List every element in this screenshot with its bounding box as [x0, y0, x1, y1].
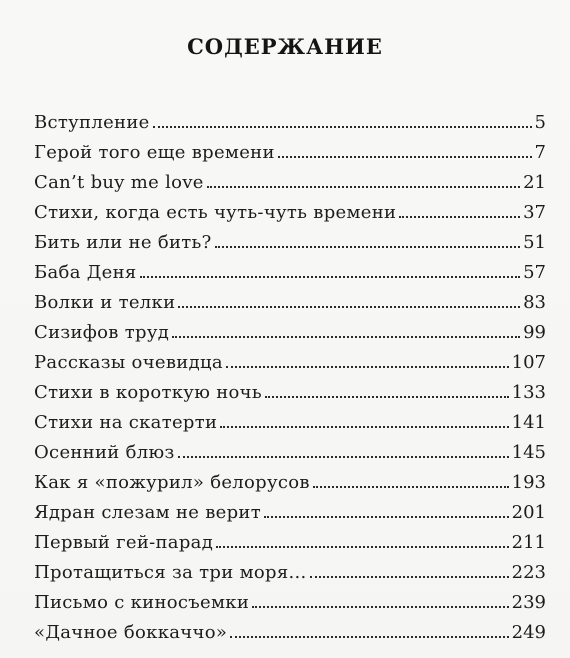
toc-entry [34, 618, 546, 648]
toc-entry-page: 239 [511, 592, 546, 613]
dot-leader [399, 215, 520, 218]
toc-entry-title: Письмо с киносъемки [34, 592, 250, 613]
toc-entry-title: Стихи на скатерти [34, 412, 218, 433]
dot-leader [153, 125, 532, 128]
toc-entry-page: 37 [523, 202, 546, 223]
toc-entry-page: 7 [534, 142, 546, 163]
toc-entry-title: Протащиться за три моря... [34, 562, 307, 583]
dot-leader [278, 155, 532, 158]
toc-entry-title: «Дачное боккаччо» [34, 622, 228, 643]
toc-entry-title: Волки и телки [34, 292, 176, 313]
toc-entry-title: Первый гей-парад [34, 532, 214, 553]
toc-entry-title: Осенний блюз [34, 442, 175, 463]
toc-entry [34, 438, 546, 468]
dot-leader [215, 245, 521, 248]
toc-entry-title: Стихи в короткую ночь [34, 382, 262, 403]
toc-entry-title: Как я «пожурил» белорусов [34, 472, 310, 493]
toc-entry-page: 249 [511, 622, 546, 643]
toc-entry-title: Герой того еще времени [34, 142, 275, 163]
toc-entry-page: 5 [534, 112, 546, 133]
toc-entry-title: Can’t buy me love [34, 172, 204, 193]
toc-entry-page: 201 [511, 502, 546, 523]
toc-entry [34, 378, 546, 408]
dot-leader [310, 575, 509, 578]
toc-entry [34, 288, 546, 318]
toc-entry [34, 198, 546, 228]
dot-leader [178, 455, 509, 458]
dot-leader [264, 515, 509, 518]
toc-entry-page: 99 [523, 322, 546, 343]
dot-leader [178, 305, 520, 308]
toc-entry-page: 211 [511, 532, 546, 553]
toc-entry [34, 588, 546, 618]
toc-entry-page: 83 [523, 292, 546, 313]
toc-entry-page: 133 [511, 382, 546, 403]
toc-entry-title: Ядран слезам не верит [34, 502, 261, 523]
toc-entry-title: Сизифов труд [34, 322, 170, 343]
toc-entry-page: 57 [523, 262, 546, 283]
toc-entry-page: 141 [511, 412, 546, 433]
dot-leader [313, 485, 509, 488]
toc-entry [34, 138, 546, 168]
toc-entry-page: 107 [511, 352, 546, 373]
toc-entry-title: Вступление [34, 112, 150, 133]
dot-leader [226, 365, 509, 368]
toc-entry [34, 468, 546, 498]
toc-entry-title: Баба Деня [34, 262, 137, 283]
toc-entry-page: 51 [523, 232, 546, 253]
toc-entry [34, 168, 546, 198]
dot-leader [265, 395, 509, 398]
toc-entry [34, 108, 546, 138]
toc-entry-page: 145 [511, 442, 546, 463]
toc-entry [34, 498, 546, 528]
dot-leader [220, 425, 508, 428]
page-title: СОДЕРЖАНИЕ [187, 34, 383, 59]
dot-leader [140, 275, 521, 278]
toc-entry-page: 223 [511, 562, 546, 583]
toc-entry [34, 558, 546, 588]
toc-entry-page: 21 [523, 172, 546, 193]
toc-entry [34, 528, 546, 558]
dot-leader [172, 335, 520, 338]
dot-leader [216, 545, 509, 548]
toc-entry [34, 228, 546, 258]
toc-entry [34, 408, 546, 438]
toc-entry-title: Стихи, когда есть чуть-чуть времени [34, 202, 397, 223]
toc-entry-title: Бить или не бить? [34, 232, 212, 253]
toc-entry-page: 193 [511, 472, 546, 493]
toc-entry [34, 318, 546, 348]
toc-entry [34, 258, 546, 288]
toc-entry-title: Рассказы очевидца [34, 352, 223, 373]
dot-leader [207, 185, 520, 188]
dot-leader [230, 635, 508, 638]
dot-leader [252, 605, 508, 608]
toc-entry [34, 348, 546, 378]
table-of-contents [34, 108, 546, 648]
